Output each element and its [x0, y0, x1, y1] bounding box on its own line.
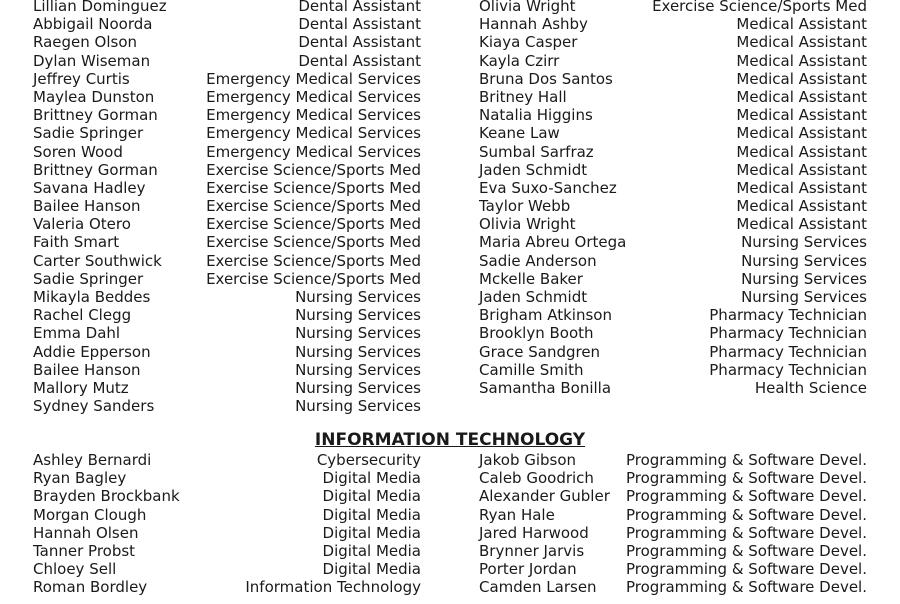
program-name: Exercise Science/Sports Med [206, 160, 421, 179]
program-name: Nursing Services [295, 360, 421, 379]
program-name: Digital Media [322, 541, 421, 560]
student-name: Mallory Mutz [33, 378, 129, 397]
program-name: Programming & Software Devel. [625, 560, 867, 579]
list-item [479, 124, 867, 142]
list-item [33, 33, 421, 51]
student-name: Keane Law [479, 124, 560, 143]
program-name: Medical Assistant [736, 33, 867, 52]
list-item [33, 52, 421, 70]
student-name: Caleb Goodrich [479, 469, 594, 488]
program-name: Information Technology [245, 578, 421, 597]
program-name: Pharmacy Technician [709, 342, 867, 361]
student-name: Alexander Gubler [479, 487, 610, 506]
list-item [479, 324, 867, 342]
list-item [33, 70, 421, 88]
list-item [479, 451, 867, 469]
program-name: Pharmacy Technician [709, 306, 867, 325]
program-name: Programming & Software Devel. [625, 469, 867, 488]
list-item [33, 288, 421, 306]
program-name: Medical Assistant [736, 197, 867, 216]
student-name: Britney Hall [479, 87, 567, 106]
program-name: Pharmacy Technician [709, 360, 867, 379]
program-name: Dental Assistant [298, 33, 421, 52]
student-name: Brooklyn Booth [479, 324, 594, 343]
student-name: Brayden Brockbank [33, 487, 180, 506]
program-name: Exercise Science/Sports Med [652, 0, 867, 15]
student-name: Roman Bordley [33, 578, 148, 597]
program-name: Health Science [754, 378, 867, 397]
list-item [33, 161, 421, 179]
student-name: Morgan Clough [33, 505, 147, 524]
list-item [33, 179, 421, 197]
student-name: Kayla Czirr [479, 51, 560, 70]
student-name: Raegen Olson [33, 33, 138, 52]
list-item [33, 361, 421, 379]
student-name: Sadie Springer [33, 124, 144, 143]
program-name: Nursing Services [741, 251, 867, 270]
program-name: Digital Media [322, 487, 421, 506]
list-item [479, 106, 867, 124]
list-item [479, 542, 867, 560]
student-name: Kiaya Casper [479, 33, 578, 52]
list-item [33, 197, 421, 215]
list-item [33, 578, 421, 596]
student-name: Jakob Gibson [479, 451, 577, 469]
program-name: Dental Assistant [298, 15, 421, 34]
list-item [479, 252, 867, 270]
list-item [479, 306, 867, 324]
program-name: Digital Media [322, 469, 421, 488]
program-name: Medical Assistant [736, 69, 867, 88]
program-name: Medical Assistant [736, 160, 867, 179]
list-item [479, 33, 867, 51]
student-name: Ashley Bernardi [33, 451, 152, 469]
program-name: Emergency Medical Services [206, 69, 421, 88]
program-name: Medical Assistant [736, 124, 867, 143]
list-item [479, 197, 867, 215]
program-name: Dental Assistant [298, 0, 421, 15]
health-right-list [479, 0, 867, 397]
list-item [479, 560, 867, 578]
student-name: Olivia Wright [479, 215, 576, 234]
student-name: Jaden Schmidt [479, 160, 588, 179]
student-name: Addie Epperson [33, 342, 151, 361]
student-name: Sumbal Sarfraz [479, 142, 594, 161]
program-name: Medical Assistant [736, 87, 867, 106]
list-item [479, 361, 867, 379]
program-name: Pharmacy Technician [709, 324, 867, 343]
student-name: Tanner Probst [33, 541, 136, 560]
student-name: Soren Wood [33, 142, 123, 161]
student-name: Taylor Webb [479, 197, 571, 216]
program-name: Exercise Science/Sports Med [206, 215, 421, 234]
program-name: Programming & Software Devel. [625, 578, 867, 597]
list-item [33, 469, 421, 487]
list-item [479, 0, 867, 15]
program-name: Nursing Services [741, 233, 867, 252]
section-heading-information-technology: INFORMATION TECHNOLOGY [314, 430, 586, 450]
student-name: Ryan Hale [479, 505, 555, 524]
list-item [479, 70, 867, 88]
list-item [479, 161, 867, 179]
program-name: Medical Assistant [736, 15, 867, 34]
list-item [33, 15, 421, 33]
program-name: Programming & Software Devel. [625, 523, 867, 542]
program-name: Medical Assistant [736, 142, 867, 161]
list-item [33, 252, 421, 270]
program-name: Programming & Software Devel. [625, 451, 867, 469]
program-name: Digital Media [322, 560, 421, 579]
list-item [479, 233, 867, 251]
program-name: Exercise Science/Sports Med [206, 269, 421, 288]
list-item [33, 560, 421, 578]
program-name: Medical Assistant [736, 106, 867, 125]
list-item [479, 379, 867, 397]
it-right-list [479, 451, 867, 597]
list-item [33, 88, 421, 106]
student-name: Grace Sandgren [479, 342, 601, 361]
student-name: Valeria Otero [33, 215, 131, 234]
list-item [33, 306, 421, 324]
list-item [33, 487, 421, 505]
list-item [479, 215, 867, 233]
program-name: Nursing Services [741, 269, 867, 288]
student-name: Eva Suxo-Sanchez [479, 178, 617, 197]
program-name: Cybersecurity [316, 451, 421, 469]
student-name: Sydney Sanders [33, 397, 155, 416]
student-name: Sadie Anderson [479, 251, 597, 270]
list-item [479, 52, 867, 70]
student-name: Mckelle Baker [479, 269, 583, 288]
program-name: Nursing Services [741, 288, 867, 306]
list-item [33, 143, 421, 161]
list-item [33, 542, 421, 560]
program-name: Emergency Medical Services [206, 124, 421, 143]
program-name: Medical Assistant [736, 51, 867, 70]
program-name: Nursing Services [295, 397, 421, 416]
list-item [33, 106, 421, 124]
list-item [479, 469, 867, 487]
list-item [479, 288, 867, 306]
program-name: Exercise Science/Sports Med [206, 233, 421, 252]
student-name: Camden Larsen [479, 578, 597, 597]
student-name: Lillian Dominguez [33, 0, 167, 15]
student-name: Olivia Wright [479, 0, 576, 15]
student-name: Abbigail Noorda [33, 15, 153, 34]
list-item [479, 270, 867, 288]
student-name: Brittney Gorman [33, 160, 158, 179]
student-name: Bailee Hanson [33, 360, 141, 379]
list-item [33, 524, 421, 542]
student-name: Bailee Hanson [33, 197, 141, 216]
student-name: Sadie Springer [33, 269, 144, 288]
list-item [33, 0, 421, 15]
student-name: Brigham Atkinson [479, 306, 612, 325]
program-name: Emergency Medical Services [206, 142, 421, 161]
program-name: Emergency Medical Services [206, 106, 421, 125]
list-item [33, 379, 421, 397]
student-name: Chloey Sell [33, 560, 117, 579]
program-name: Medical Assistant [736, 178, 867, 197]
list-item [33, 233, 421, 251]
student-name: Bruna Dos Santos [479, 69, 613, 88]
student-name: Maria Abreu Ortega [479, 233, 627, 252]
health-left-list [33, 0, 421, 415]
list-item [33, 343, 421, 361]
program-name: Programming & Software Devel. [625, 505, 867, 524]
list-item [479, 524, 867, 542]
student-name: Brittney Gorman [33, 106, 158, 125]
program-name: Nursing Services [295, 324, 421, 343]
program-name: Exercise Science/Sports Med [206, 251, 421, 270]
student-name: Jaden Schmidt [479, 288, 588, 306]
list-item [479, 88, 867, 106]
list-item [479, 506, 867, 524]
student-name: Rachel Clegg [33, 306, 132, 325]
it-left-list [33, 451, 421, 597]
student-name: Faith Smart [33, 233, 120, 252]
list-item [479, 179, 867, 197]
program-name: Exercise Science/Sports Med [206, 178, 421, 197]
student-name: Jeffrey Curtis [33, 69, 130, 88]
list-item [33, 215, 421, 233]
list-item [33, 451, 421, 469]
list-item [479, 343, 867, 361]
student-name: Carter Southwick [33, 251, 162, 270]
list-item [479, 143, 867, 161]
program-name: Emergency Medical Services [206, 87, 421, 106]
program-name: Nursing Services [295, 378, 421, 397]
program-name: Nursing Services [295, 288, 421, 306]
list-item [33, 124, 421, 142]
list-item [479, 15, 867, 33]
student-name: Natalia Higgins [479, 106, 593, 125]
student-name: Brynner Jarvis [479, 541, 585, 560]
student-name: Jared Harwood [479, 523, 589, 542]
student-name: Mikayla Beddes [33, 288, 151, 306]
program-name: Programming & Software Devel. [625, 487, 867, 506]
student-name: Emma Dahl [33, 324, 121, 343]
program-name: Digital Media [322, 523, 421, 542]
program-name: Nursing Services [295, 342, 421, 361]
student-name: Hannah Olsen [33, 523, 139, 542]
student-name: Ryan Bagley [33, 469, 127, 488]
list-item [479, 578, 867, 596]
student-name: Porter Jordan [479, 560, 577, 579]
student-name: Hannah Ashby [479, 15, 588, 34]
list-item [479, 487, 867, 505]
student-name: Maylea Dunston [33, 87, 155, 106]
list-item [33, 324, 421, 342]
list-item [33, 397, 421, 415]
program-name: Exercise Science/Sports Med [206, 197, 421, 216]
student-name: Camille Smith [479, 360, 584, 379]
program-name: Nursing Services [295, 306, 421, 325]
program-name: Dental Assistant [298, 51, 421, 70]
program-name: Programming & Software Devel. [625, 541, 867, 560]
list-item [33, 506, 421, 524]
student-name: Dylan Wiseman [33, 51, 151, 70]
student-name: Savana Hadley [33, 178, 146, 197]
program-name: Medical Assistant [736, 215, 867, 234]
list-item [33, 270, 421, 288]
program-name: Digital Media [322, 505, 421, 524]
student-name: Samantha Bonilla [479, 378, 612, 397]
